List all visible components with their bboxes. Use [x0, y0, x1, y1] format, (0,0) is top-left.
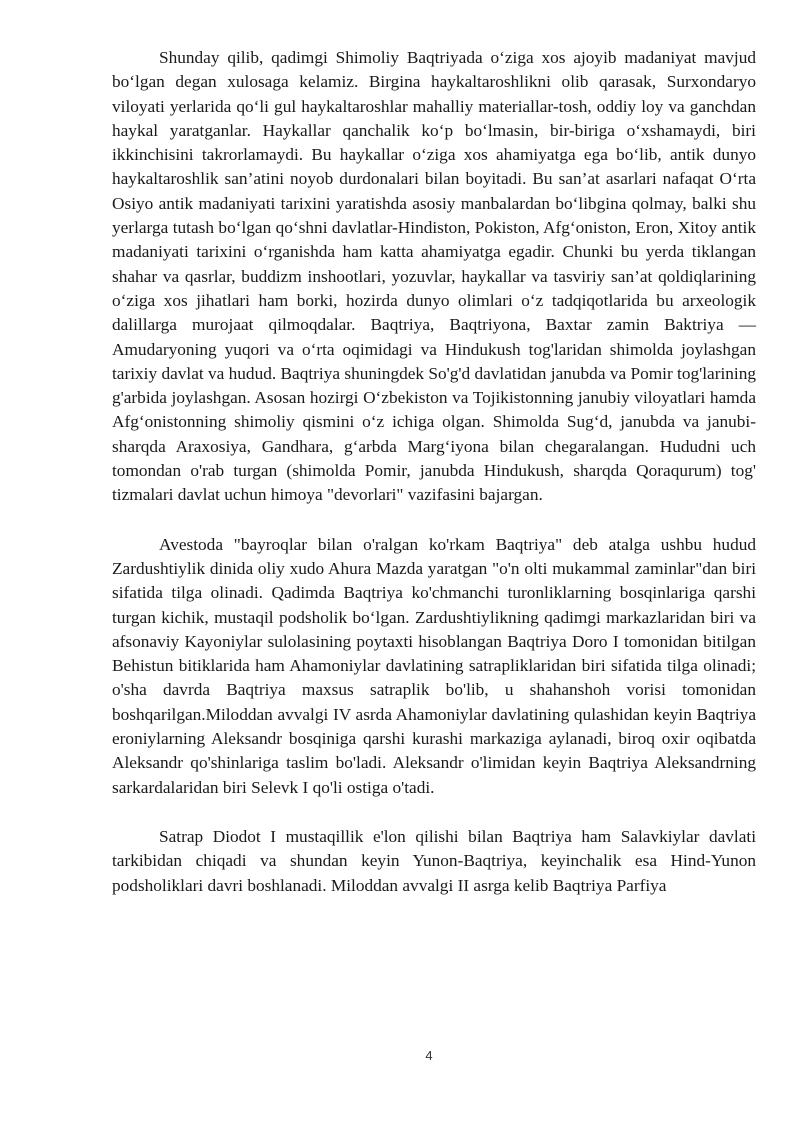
document-page: [112, 46, 756, 898]
page-number: 4: [425, 1048, 433, 1063]
paragraph-2: Avestoda "bayroqlar bilan o'ralgan ko'rkam Baqtriya" deb atalga ushbu hudud Zardushtiylik dinida oliy xudo Ahura Mazda yaratgan "o'n olti mukammal zaminlar"dan biri sifatida tilga olinadi. Qadimda Baqtriya ko'chmanchi turonliklarning bosqinlariga qarshi turgan kichik, mustaqil podsholik bo‘lgan. Zardushtiylikning qadimgi markazlaridan biri va afsonaviy Kayoniylar sulolasining poytaxti hisoblangan Baqtriya Doro I tomonidan bitilgan Behistun bitiklarida ham Ahamoniylar davlatining satrapliklaridan biri sifatida tilga olinadi; o'sha davrda Baqtriya maxsus satraplik bo'lib, u shahanshoh vorisi tomonidan boshqarilgan.Miloddan avvalgi IV asrda Ahamoniylar davlatining qulashidan keyin Baqtriya eroniylarning Aleksandr bosqiniga qarshi kurashi markaziga aylanadi, biroq oxir oqibatda Aleksandr qo'shinlariga taslim bo'ladi. Aleksandr o'limidan keyin Baqtriya Aleksandrning sarkardalaridan biri Selevk I qo'li ostiga o'tadi.: [112, 534, 756, 797]
paragraph-1: Shunday qilib, qadimgi Shimoliy Baqtriyada o‘ziga xos ajoyib madaniyat mavjud bo‘lgan degan xulosaga kelamiz. Birgina haykaltaroshlikni olib qarasak, Surxondaryo viloyati yerlarida qo‘li gul haykaltaroshlar mahalliy materiallar-tosh, oddiy loy va ganchdan haykal yaratganlar. Haykallar qanchalik ko‘p bo‘lmasin, bir-biriga o‘xshamaydi, biri ikkinchisini takrorlamaydi. Bu haykallar o‘ziga xos ahamiyatga ega bo‘lib, antik dunyo haykaltaroshlik san’atini noyob durdonalari bilan boyitadi. Bu san’at asarlari nafaqat O‘rta Osiyo antik madaniyati tarixini yaratishda asosiy manbalardan bo‘libgina qolmay, balki shu yerlarga tutash bo‘lgan qo‘shni davlatlar-Hindiston, Pokiston, Afg‘oniston, Eron, Xitoy antik madaniyati tarixini o‘rganishda ham katta ahamiyatga egadir. Chunki bu yerda tiklangan shahar va qasrlar, buddizm inshootlari, yozuvlar, haykallar va tasviriy san’at qoldiqlarining o‘ziga xos jihatlari ham borki, hozirda dunyo olimlari o‘z tadqiqotlarida bu arxeologik dalillarga murojaat qilmoqdalar. Baqtriya, Baqtriyona, Baxtar zamin Baktriya — Amudaryoning yuqori va o‘rta oqimidagi va Hindukush tog'laridan shimolda joylashgan tarixiy davlat va hudud. Baqtriya shuningdek So'g'd davlatidan janubda va Pomir tog'larining g'arbida joylashgan. Asosan hozirgi O‘zbekiston va Tojikistonning janubiy viloyatlari hamda Afg‘onistonning shimoliy qismini o‘z ichiga olgan. Shimolda Sug‘d, janubda va janubi-sharqda Araxosiya, Gandhara, g‘arbda Marg‘iyona bilan chegaralangan. Hududni uch tomondan o'rab turgan (shimolda Pomir, janubda Hindukush, sharqda Qoraqurum) tog' tizmalari davlat uchun himoya "devorlari" vazifasini bajargan.: [112, 48, 756, 505]
paragraph-3: Satrap Diodot I mustaqillik e'lon qilishi bilan Baqtriya ham Salavkiylar davlati tarkibidan chiqadi va shundan keyin Yunon-Baqtriya, keyinchalik esa Hind-Yunon podsholiklari davri boshlanadi. Miloddan avvalgi II asrga kelib Baqtriya Parfiya: [112, 826, 756, 895]
